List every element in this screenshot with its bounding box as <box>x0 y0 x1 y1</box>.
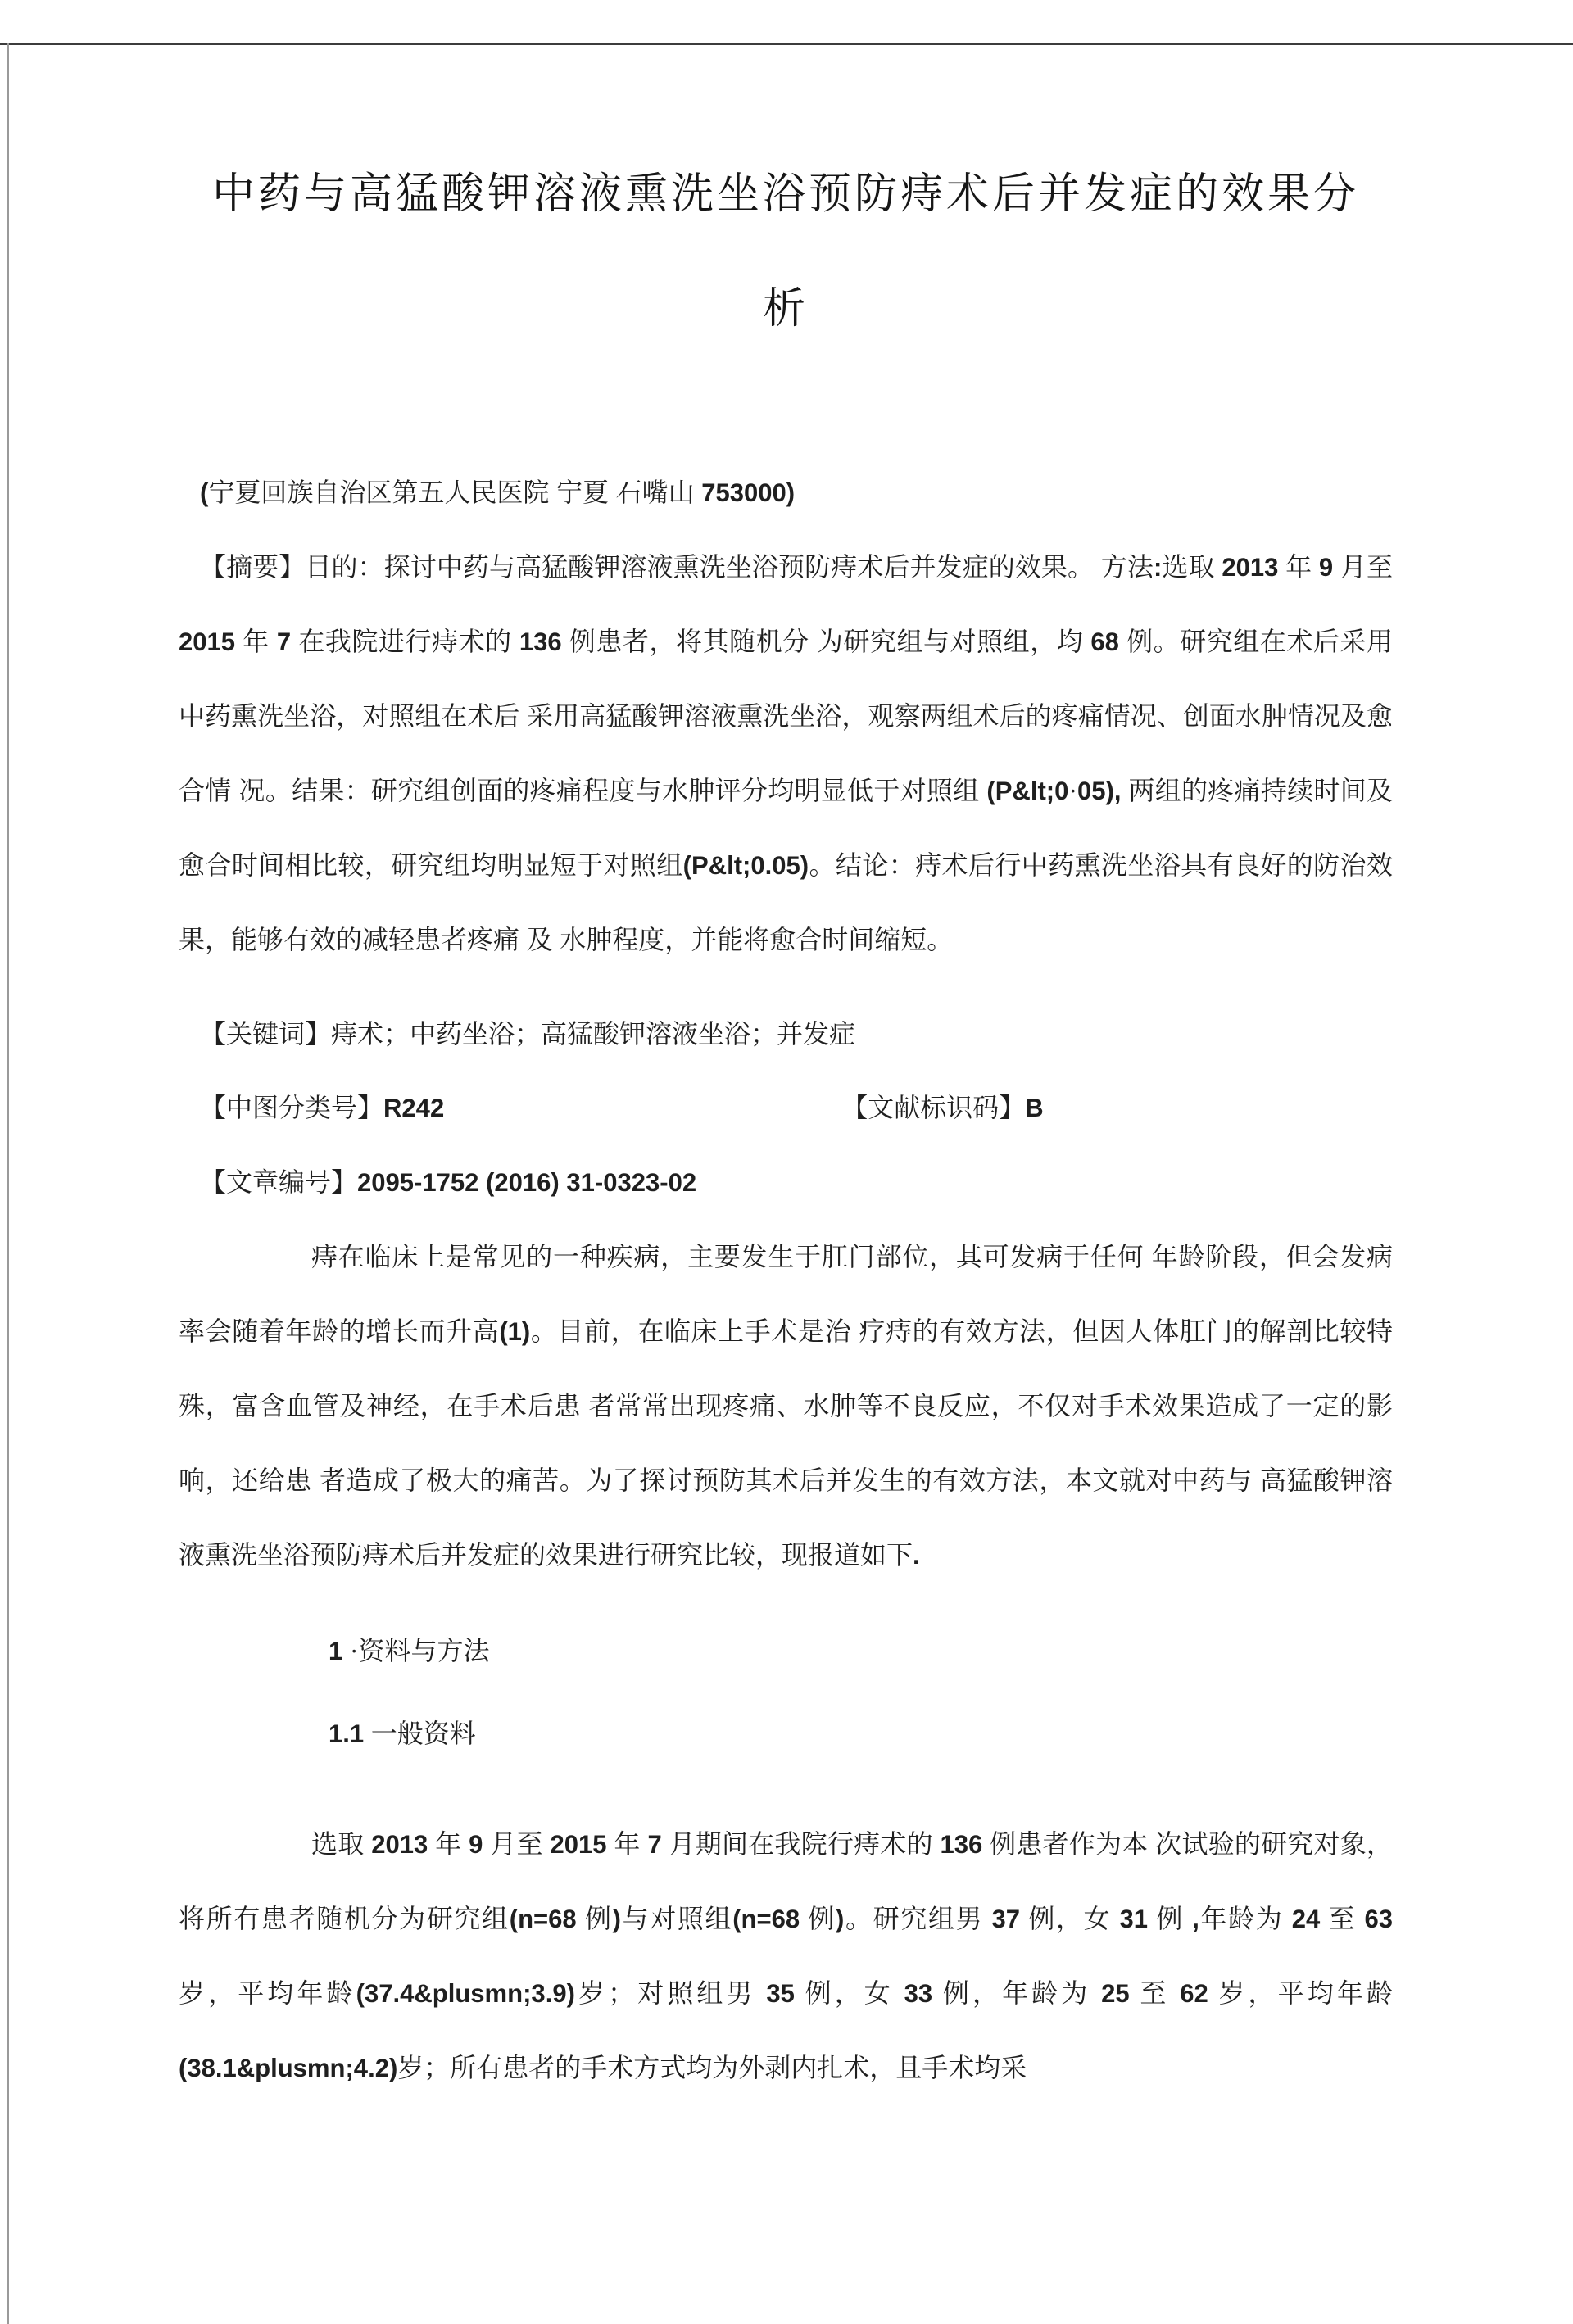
intro-paragraph: 痔在临床上是常见的一种疾病，主要发生于肛门部位，其可发病于任何 年龄阶段，但会发病率会随着年龄的增长而升高(1)。目前，在临床上手术是治 疗痔的有效方法，但因人体肛门的解剖比较特殊，富含血管及神经，在手术后患 者常常出现疼痛、水肿等不良反应，不仅对手术效果造成了一定的影响，还给患 者造成了极大的痛苦。为了探讨预防其术后并发生的有效方法，本文就对中药与 高猛酸钾溶液熏洗坐浴预防痔术后并发症的效果进行研究比较，现报道如下. <box>179 1242 1393 1570</box>
section-heading-1: 1 ·资料与方法 <box>329 1636 490 1665</box>
doc-title-line1: 中药与高猛酸钾溶液熏洗坐浴预防痔术后并发症的效果分 <box>211 171 1359 218</box>
doc-title-line2: 析 <box>762 286 809 333</box>
classification-row <box>179 1071 1393 1145</box>
clc-number: 【中图分类号】R242 <box>200 1093 445 1122</box>
keywords-paragraph: 【关键词】痔术；中药坐浴；高猛酸钾溶液坐浴；并发症 <box>200 1019 856 1049</box>
article-number: 【文章编号】2095-1752 (2016) 31-0323-02 <box>200 1167 697 1197</box>
document-content <box>179 0 1393 2105</box>
doc-title <box>179 138 1393 367</box>
section-heading-1-1: 1.1 一般资料 <box>329 1719 476 1748</box>
abstract-paragraph: 【摘要】目的：探讨中药与高猛酸钾溶液熏洗坐浴预防痔术后并发症的效果。 方法:选取 2013 年 9 月至 2015 年 7 在我院进行痔术的 136 例患者，将其随机分 为研究组与对照组，均 68 例。研究组在术后采用中药熏洗坐浴，对照组在术后 采用高猛酸钾溶液熏洗坐浴，观察两组术后的疼痛情况、创面水肿情况及愈合情 况。结果：研究组创面的疼痛程度与水肿评分均明显低于对照组 (P&lt;0·05), 两组的疼痛持续时间及愈合时间相比较，研究组均明显短于对照组(P&lt;0.05)。结论：痔术后行中药熏洗坐浴具有良好的防治效果，能够有效的减轻患者疼痛 及 水肿程度，并能将愈合时间缩短。 <box>179 552 1394 954</box>
methods-paragraph: 选取 2013 年 9 月至 2015 年 7 月期间在我院行痔术的 136 例患者作为本 次试验的研究对象，将所有患者随机分为研究组(n=68 例)与对照组(n=68 例)。研究组男 37 例，女 31 例 ,年龄为 24 至 63 岁，平均年龄(37.4&plusmn;3.9)岁；对照组男 35 例，女 33 例，年龄为 25 至 62 岁，平均年龄(38.1&plusmn;4.2)岁；所有患者的手术方式均为外剥内扎术，且手术均采 <box>179 1829 1393 2082</box>
affiliation: (宁夏回族自治区第五人民医院 宁夏 石嘴山 753000) <box>200 478 796 507</box>
page-left-border <box>7 43 9 2324</box>
document-code: 【文献标识码】B <box>841 1093 1044 1122</box>
